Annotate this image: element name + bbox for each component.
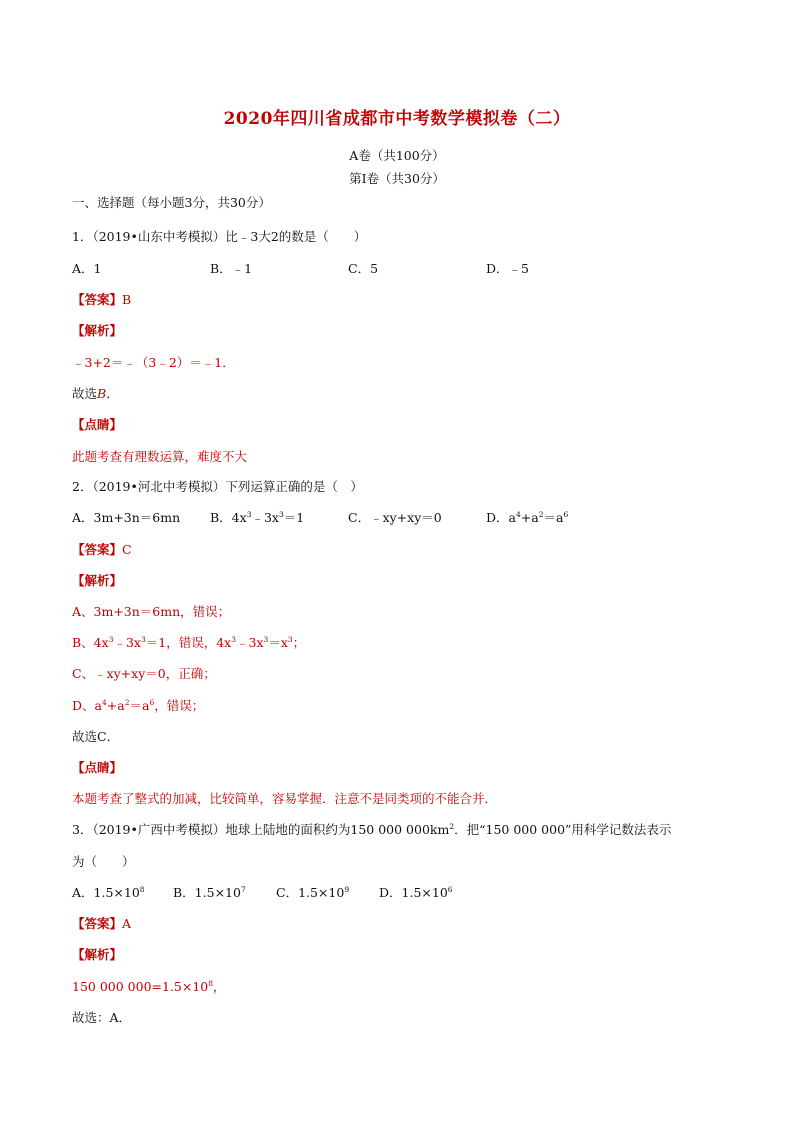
q3-option-c-sup: 9 [344, 884, 350, 894]
q2-comment-tag [72, 760, 122, 776]
q2-analysis-c: C、﹣xy+xy＝0，正确； [72, 666, 216, 681]
section-heading: 一、选择题（每小题3分，共30分） [72, 195, 271, 210]
q2-option-d-sup: 6 [563, 509, 569, 519]
q1-option-b: B．﹣1 [210, 261, 253, 276]
q2-analysis-d-part: ，错误； [154, 698, 205, 713]
q2-option-d-part: ＝a [543, 510, 564, 525]
answer-tag: 【答案】 [72, 292, 123, 307]
q2-comment: 本题考查了整式的加减，比较简单，容易掌握．注意不是同类项的不能合并． [72, 791, 498, 806]
q2-analysis-b-part: ﹣3x [113, 635, 141, 650]
paper-volume-1-heading: 第Ⅰ卷（共30分） [349, 171, 445, 186]
q2-analysis-b [72, 635, 305, 651]
q1-conclusion-prefix: 故选 [72, 386, 98, 401]
q2-option-d-part: +a [520, 510, 539, 525]
q3-stem-sup: 2 [449, 821, 455, 831]
q2-option-c: C．﹣xy+xy＝0 [348, 510, 442, 525]
q3-stem-line2: 为（ ） [72, 854, 135, 869]
q2-analysis-d-part: +a [106, 698, 125, 713]
analysis-tag: 【解析】 [72, 947, 123, 962]
q2-option-d-sup: 4 [515, 509, 521, 519]
q2-analysis-b-part: B、4x [72, 635, 109, 650]
page-title: 2020年四川省成都市中考数学模拟卷（二） [223, 109, 571, 129]
q3-stem-part: 3．（2019•广西中考模拟）地球上陆地的面积约为150 000 000km [72, 822, 450, 837]
q2-option-b [210, 510, 304, 526]
q2-analysis-b-sup: 3 [287, 634, 293, 644]
q2-analysis-d-sup: 6 [149, 697, 155, 707]
q1-analysis-tag [72, 323, 122, 339]
analysis-tag: 【解析】 [72, 323, 123, 338]
q2-analysis-b-sup: 3 [263, 634, 269, 644]
q1-conclusion-suffix: ． [106, 386, 119, 401]
q3-conclusion: 故选：A． [72, 1010, 132, 1025]
q2-option-b-part: ﹣3x [251, 510, 279, 525]
q1-conclusion [72, 386, 119, 402]
answer-tag: 【答案】 [72, 916, 123, 931]
q1-conclusion-letter: B [97, 386, 107, 401]
q3-stem-line1 [72, 822, 671, 838]
q3-option-b [173, 885, 246, 901]
comment-tag: 【点睛】 [72, 760, 123, 775]
q2-analysis-b-sup: 3 [231, 634, 237, 644]
q2-analysis-d-part: D、a [72, 698, 102, 713]
q2-analysis-b-sup: 3 [141, 634, 146, 644]
q3-option-d-text: D．1.5×10 [379, 885, 448, 900]
q2-option-a: A．3m+3n＝6mn [72, 510, 181, 525]
q2-analysis-a: A、3m+3n＝6mn，错误； [72, 604, 231, 619]
q2-option-d-part: D．a [486, 510, 516, 525]
q3-analysis-line [72, 979, 226, 995]
q3-answer-value: A [122, 916, 132, 931]
q3-option-d-sup: 6 [447, 884, 453, 894]
q1-answer [72, 292, 131, 308]
q1-comment: 此题考查有理数运算，难度不大 [72, 449, 248, 464]
q2-option-b-sup: 3 [279, 509, 284, 519]
q3-analysis-tag [72, 947, 122, 963]
q2-analysis-b-part: ﹣3x [236, 635, 264, 650]
q2-analysis-b-sup: 3 [108, 634, 114, 644]
analysis-tag: 【解析】 [72, 573, 123, 588]
q2-option-d-sup: 2 [538, 509, 544, 519]
q3-answer [72, 916, 131, 932]
q2-analysis-b-part: ＝1，错误，4x [145, 635, 232, 650]
q2-analysis-d-sup: 4 [101, 697, 107, 707]
q1-option-c: C．5 [348, 261, 379, 276]
q2-analysis-tag [72, 573, 122, 589]
q2-analysis-d [72, 698, 204, 714]
q2-analysis-b-part: ； [292, 635, 306, 650]
q2-answer [72, 542, 132, 558]
q3-analysis-part: 150 000 000=1.5×10 [72, 979, 209, 994]
q3-analysis-part: ， [213, 979, 226, 994]
q2-answer-value: C [122, 542, 132, 557]
q1-stem: 1．（2019•山东中考模拟）比﹣3大2的数是（ ） [72, 229, 367, 244]
q1-comment-tag [72, 417, 122, 433]
q2-conclusion: 故选C． [72, 729, 120, 744]
q3-option-a [72, 885, 145, 901]
q3-analysis-sup: 8 [208, 978, 214, 988]
q3-option-d [379, 885, 453, 901]
q3-option-b-text: B．1.5×10 [173, 885, 241, 900]
q3-option-a-text: A．1.5×10 [72, 885, 140, 900]
comment-tag: 【点睛】 [72, 417, 123, 432]
q3-option-c-text: C．1.5×10 [276, 885, 345, 900]
q1-answer-value: B [122, 292, 132, 307]
q1-option-d: D．﹣5 [486, 261, 529, 276]
q2-analysis-d-sup: 2 [124, 697, 130, 707]
q3-option-c [276, 885, 349, 901]
q2-analysis-d-part: ＝a [129, 698, 150, 713]
q3-option-b-sup: 7 [240, 884, 246, 894]
q1-option-a: A．1 [72, 261, 102, 276]
q2-stem: 2．（2019•河北中考模拟）下列运算正确的是（ ） [72, 479, 363, 494]
q2-option-d [486, 510, 568, 526]
answer-tag: 【答案】 [72, 542, 123, 557]
q3-stem-part: ．把“150 000 000”用科学记数法表示 [454, 822, 672, 837]
q2-analysis-b-part: ＝x [268, 635, 288, 650]
q3-option-a-sup: 8 [139, 884, 145, 894]
q1-analysis-line: ﹣3+2＝﹣（3﹣2）＝﹣1． [72, 355, 235, 370]
q2-option-b-part: B．4x [210, 510, 247, 525]
paper-part-a-heading: A卷（共100分） [349, 148, 445, 163]
q2-option-b-part: ＝1 [283, 510, 305, 525]
q2-option-b-sup: 3 [246, 509, 252, 519]
